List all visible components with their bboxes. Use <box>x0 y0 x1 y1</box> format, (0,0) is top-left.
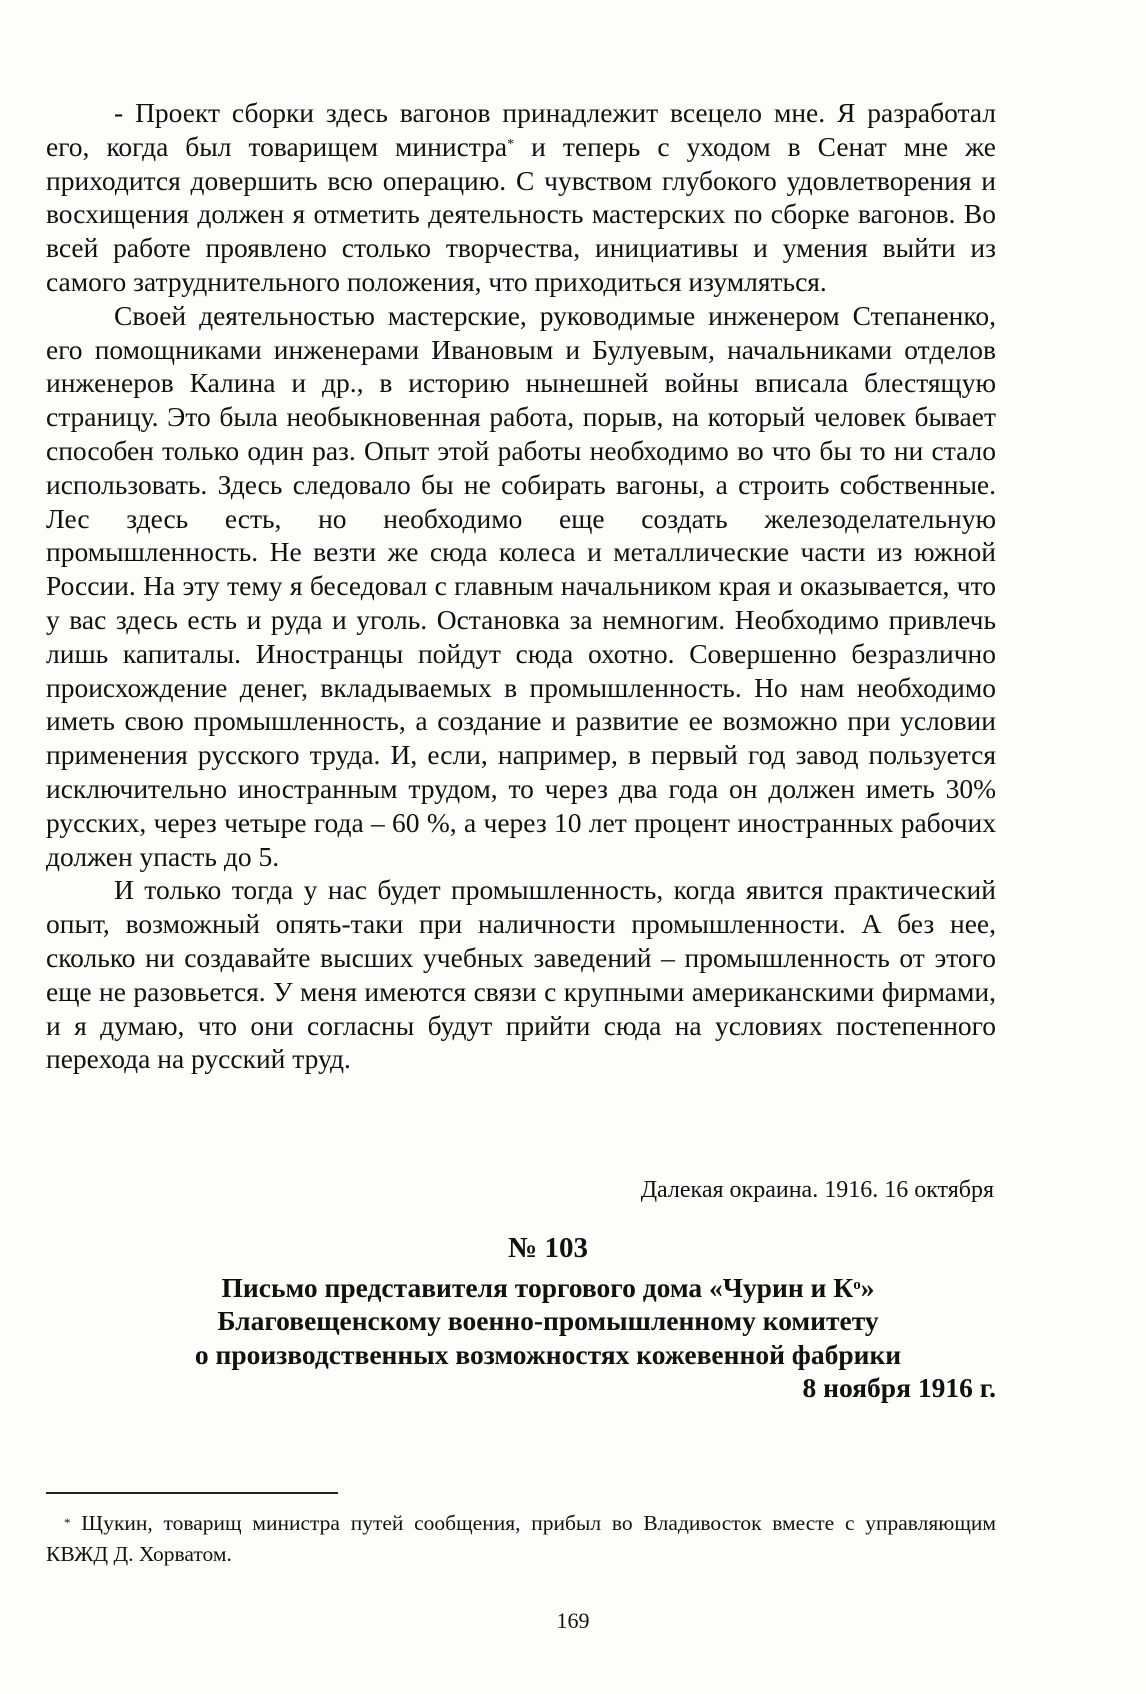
document-number: № 103 <box>508 1232 588 1264</box>
heading-date: 8 ноября 1916 г. <box>802 1372 996 1403</box>
heading-line-1-text: Письмо представителя торгового дома «Чурин и К <box>221 1271 854 1303</box>
heading-line-3: о производственных возможностях кожевенной фабрики <box>194 1338 902 1370</box>
body-text <box>46 96 996 1076</box>
paragraph-1-start: - Проект сборки здесь вагонов принадлежит всецело мне. Я разработал его, когда был товарищем министра <box>46 97 996 162</box>
footnote-text: Щукин, товарищ министра путей сообщения, прибыл во Владивосток вместе с управляющим КВЖД Д. Хорватом. <box>46 1511 997 1566</box>
paragraph-1 <box>46 96 996 299</box>
heading-line-2: Благовещенскому военно-промышленному комитету <box>217 1305 879 1336</box>
heading-superscript: о <box>853 1276 861 1293</box>
paragraph-1-rest: и теперь с уходом в Сенат мне же приходится довершить всю операцию. С чувством глубокого удовлетворения и восхищения должен я отметить деятельность мастерских по сборке вагонов. Во всей работе проявлено столько творчества, инициативы и умения выйти из самого затруднительного положения, что приходиться изумляться. <box>46 130 996 297</box>
document-heading <box>100 1232 996 1405</box>
footnote-divider <box>46 1492 338 1494</box>
heading-line-1-close: » <box>860 1271 875 1303</box>
footnote-reference: * <box>507 136 515 152</box>
footnote <box>46 1508 996 1570</box>
source-place-date: Далекая окраина. 1916. 16 октября <box>640 1177 994 1203</box>
footnote-marker: * <box>64 1515 71 1530</box>
page-number: 169 <box>556 1608 590 1633</box>
heading-line-1 <box>100 1271 996 1305</box>
paragraph-3: И только тогда у нас будет промышленность, когда явится практический опыт, возможный опять-таки при наличности промышленности. А без нее, сколько ни создавайте высших учебных заведений – промышленность от этого еще не разовьется. У меня имеются связи с крупными американскими фирмами, и я думаю, что они согласны будут прийти сюда на условиях постепенного перехода на русский труд. <box>46 874 996 1075</box>
paragraph-2: Своей деятельностью мастерские, руководимые инженером Степаненко, его помощниками инженерами Ивановым и Булуевым, начальниками отделов инженеров Калина и др., в историю нынешней войны вписала блестящую страницу. Это была необыкновенная работа, порыв, на который человек бывает способен только один раз. Опыт этой работы необходимо во что бы то ни стало использовать. Здесь следовало бы не собирать вагоны, а строить собственные. Лес здесь есть, но необходимо еще создать железоделательную промышленность. Не везти же сюда колеса и металлические части из южной России. На эту тему я беседовал с главным начальником края и оказывается, что у вас здесь есть и руда и уголь. Остановка за немногим. Необходимо привлечь лишь капиталы. Иностранцы пойдут сюда охотно. Совершенно безразлично происхождение денег, вкладываемых в промышленность. Но нам необходимо иметь свою промышленность, а создание и развитие ее возможно при условии применения русского труда. И, если, например, в первый год завод пользуется исключительно иностранным трудом, то через два года он должен иметь 30% русских, через четыре года – 60 %, а через 10 лет процент иностранных рабочих должен упасть до 5. <box>46 299 996 872</box>
